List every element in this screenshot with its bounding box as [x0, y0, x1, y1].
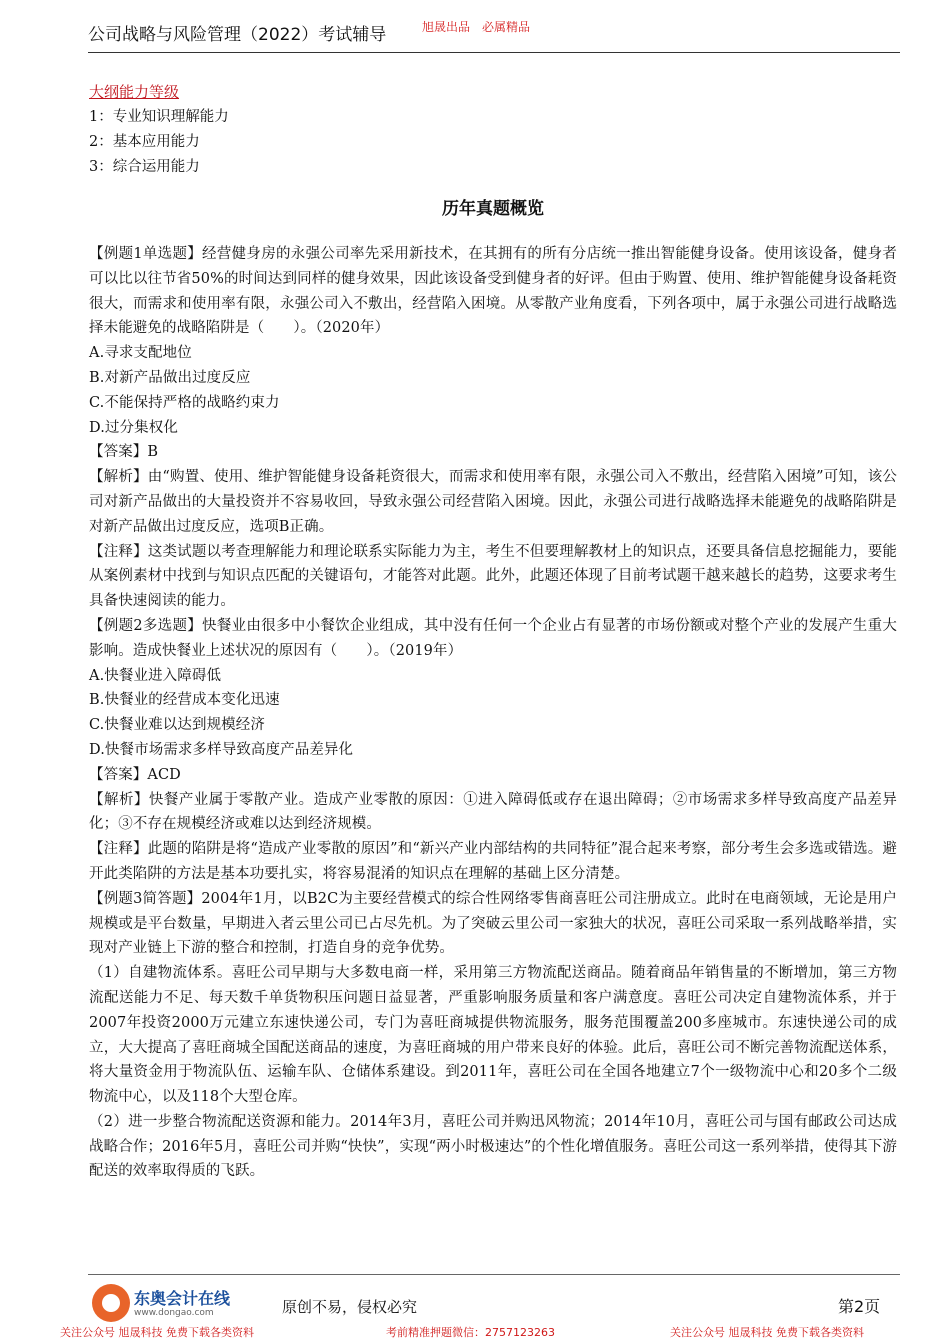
question-3-stem: 【例题3简答题】2004年1月，以B2C为主要经营模式的综合性网络零售商喜旺公司注册成立。此时在电商领域，无论是用户规模或是平台数量，早期进入者云里公司已占尽先机。为了突破云里公司一家独大的状况，喜旺公司采取一系列战略举措，实现对产业链上下游的整合和控制，打造自身的竞争优势。	[89, 890, 897, 957]
question-2-stem: 【例题2多选题】快餐业由很多中小餐饮企业组成，其中没有任何一个企业占有显著的市场份额或对整个产业的发展产生重大影响。造成快餐业上述状况的原因有（ ）。（2019年）	[89, 617, 897, 659]
question-1-stem: 【例题1单选题】经营健身房的永强公司率先采用新技术，在其拥有的所有分店统一推出智能健身设备。使用该设备，健身者可以比以往节省50%的时间达到同样的健身效果，因此该设备受到健身者的好评。但由于购置、使用、维护智能健身设备耗资很大，而需求和使用率有限，永强公司入不敷出，经营陷入困境。从零散产业角度看，下列各项中，属于永强公司进行战略选择未能避免的战略陷阱是（ ）。（2020年）	[89, 246, 897, 337]
footer-promo-right: 关注公众号 旭晟科技 免费下载各类资料	[670, 1326, 864, 1339]
logo-name: 东奥会计在线	[134, 1289, 231, 1308]
question-2-option-b: B.快餐业的经营成本变化迅速	[89, 692, 280, 709]
header-title: 公司战略与风险管理（2022）考试辅导	[88, 25, 387, 45]
page-footer	[0, 1268, 950, 1344]
question-1-option-c: C.不能保持严格的战略约束力	[89, 394, 280, 411]
question-2-option-d: D.快餐市场需求多样导致高度产品差异化	[89, 741, 354, 758]
question-2-note: 【注释】此题的陷阱是将“造成产业零散的原因”和“新兴产业内部结构的共同特征”混合起来考察，部分考生会多选或错选。避开此类陷阱的方法是基本功要扎实，将容易混淆的知识点在理解的基础上区分清楚。	[89, 841, 897, 882]
page-number: 第2页	[838, 1297, 881, 1316]
copyright-notice: 原创不易，侵权必究	[282, 1298, 418, 1316]
level-item: 1：专业知识理解能力	[89, 109, 229, 125]
question-1-option-a: A.寻求支配地位	[89, 345, 192, 362]
footer-divider	[88, 1274, 900, 1275]
level-item: 2：基本应用能力	[89, 134, 200, 150]
level-item: 3：综合运用能力	[89, 159, 200, 175]
question-2-option-a: A.快餐业进入障碍低	[89, 667, 222, 684]
footer-promo-center: 考前精准押题微信：2757123263	[386, 1326, 555, 1339]
question-3-part-1: （1）自建物流体系。喜旺公司早期与大多数电商一样，采用第三方物流配送商品。随着商品年销售量的不断增加，第三方物流配送能力不足、每天数千单货物积压问题日益显著，严重影响服务质量和客户满意度。喜旺公司决定自建物流体系，并于2007年投资2000万元建立东速快递公司，专门为喜旺商城提供物流服务，服务范围覆盖200多座城市。东速快递公司的成立，大大提高了喜旺商城全国配送商品的速度，为喜旺商城的用户带来良好的体验。此后，喜旺公司不断完善物流配送体系，将大量资金用于物流队伍、运输车队、仓储体系建设。到2011年，喜旺公司在全国各地建立7个一级物流中心和20多个二级物流中心，以及118个大型仓库。	[89, 965, 897, 1106]
header-tag: 旭晟出品 必属精品	[422, 20, 531, 34]
header-divider	[88, 52, 900, 53]
question-2-analysis: 【解析】快餐产业属于零散产业。造成产业零散的原因：①进入障碍低或存在退出障碍；②市场需求多样导致高度产品差异化；③不存在规模经济或难以达到经济规模。	[89, 791, 897, 833]
logo-url: www.dongao.com	[134, 1308, 214, 1318]
footer-promo-left: 关注公众号 旭晟科技 免费下载各类资料	[60, 1326, 254, 1339]
question-1-option-b: B.对新产品做出过度反应	[89, 369, 251, 386]
question-2-option-c: C.快餐业难以达到规模经济	[89, 717, 265, 734]
question-2-answer: 【答案】ACD	[89, 766, 181, 783]
question-1-note: 【注释】这类试题以考查理解能力和理论联系实际能力为主，考生不但要理解教材上的知识点，还要具备信息挖掘能力，要能从案例素材中找到与知识点匹配的关键语句，才能答对此题。此外，此题还体现了目前考试题干越来越长的趋势，这要求考生具备快速阅读的能力。	[89, 543, 897, 610]
question-1-option-d: D.过分集权化	[89, 419, 178, 436]
section-title-levels: 大纲能力等级	[89, 83, 180, 101]
overview-title: 历年真题概览	[442, 199, 544, 219]
question-1-answer: 【答案】B	[89, 444, 159, 461]
question-1-analysis: 【解析】由“购置、使用、维护智能健身设备耗资很大，而需求和使用率有限，永强公司入不敷出，经营陷入困境”可知，该公司对新产品做出的大量投资并不容易收回，导致永强公司经营陷入困境。因此，永强公司进行战略选择未能避免的战略陷阱是对新产品做出过度反应，选项B正确。	[89, 469, 897, 535]
question-3-part-2: （2）进一步整合物流配送资源和能力。2014年3月，喜旺公司并购迅风物流；2014年10月，喜旺公司与国有邮政公司达成战略合作；2016年5月，喜旺公司并购“快快”，实现“两小时极速达”的个性化增值服务。喜旺公司这一系列举措，使得其下游配送的效率取得质的飞跃。	[89, 1113, 897, 1180]
dongao-logo	[92, 1284, 240, 1326]
logo-icon	[92, 1284, 130, 1322]
page-header	[88, 14, 900, 54]
page-content	[89, 80, 897, 1184]
